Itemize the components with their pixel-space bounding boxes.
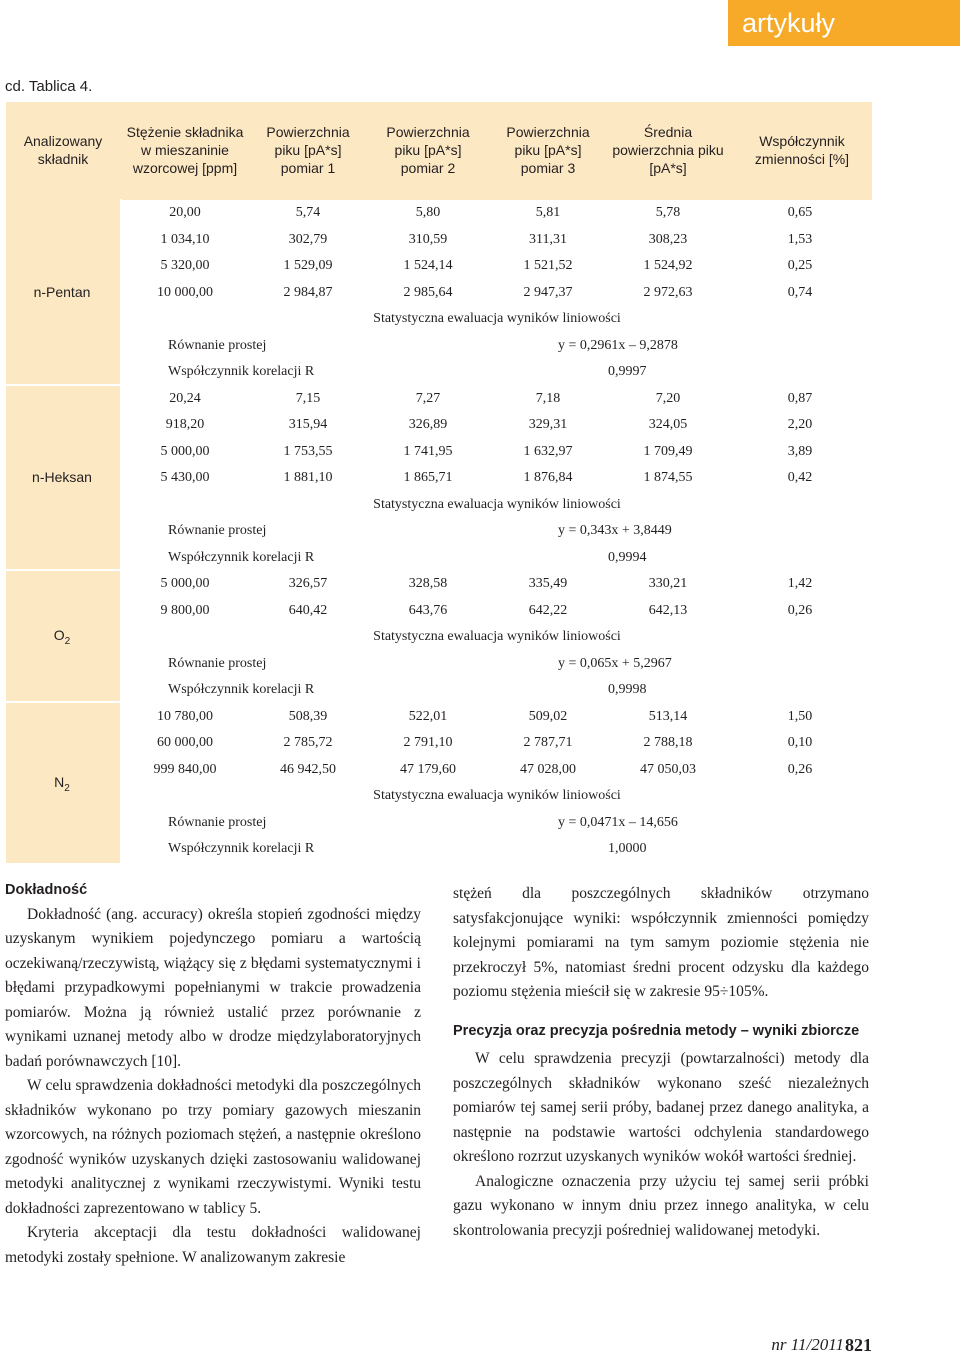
- table-cell: 5 320,00: [160, 258, 210, 273]
- table-cell: 0,9997: [608, 364, 647, 379]
- table-row: [122, 598, 872, 624]
- table-cell: Statystyczna ewaluacja wyników liniowości: [373, 788, 621, 803]
- table-body: [122, 200, 872, 863]
- table-cell: 1 034,10: [160, 231, 210, 247]
- table-cell: 302,79: [288, 231, 328, 247]
- table-row: [122, 412, 872, 438]
- table-cell: Współczynnik korelacji R: [168, 549, 315, 565]
- section-tag: artykuły: [728, 0, 960, 46]
- table-cell: 5,81: [535, 205, 561, 220]
- section-heading-accuracy: Dokładność: [5, 882, 88, 898]
- table-cell: 0,25: [787, 258, 813, 273]
- table-cell: 1 865,71: [403, 470, 453, 485]
- table-cell: 311,31: [529, 231, 567, 247]
- table-row: [122, 704, 872, 730]
- equation-row: [122, 651, 872, 677]
- divider: [6, 384, 120, 386]
- left-column: [5, 878, 421, 1270]
- table-cell: 2 791,10: [403, 735, 453, 750]
- table-cell: 509,02: [528, 708, 568, 724]
- table-cell: Równanie prostej: [168, 814, 267, 830]
- table-cell: 7,27: [415, 390, 441, 406]
- correlation-row: [122, 836, 872, 862]
- table-cell: 918,20: [165, 417, 205, 432]
- table-cell: 46 942,50: [280, 761, 336, 777]
- table-cell: 0,9998: [608, 682, 647, 697]
- table-cell: 522,01: [408, 708, 448, 724]
- table-row: [122, 253, 872, 279]
- table-cell: 0,26: [787, 761, 813, 777]
- paragraph: Dokładność (ang. accuracy) określa stopień zgodności między uzyskanym wynikiem pojedynczego pomiaru a wartością oczekiwaną/rzeczywistą, wiążący się z błędami systematycznymi i błędami przypadkowymi popełnianymi w trakcie prowadzenia pomiarów. Można ją również ustalić przez porównanie z wynikami uznanej metody albo w drodze międzylaboratoryjnych badań porównawczych [10].: [5, 905, 421, 1070]
- table-cell: 7,20: [655, 390, 681, 406]
- table-cell: 0,26: [787, 602, 813, 618]
- table-row: [122, 439, 872, 465]
- table-cell: 643,76: [408, 602, 448, 618]
- correlation-row: [122, 677, 872, 703]
- equation-row: [122, 333, 872, 359]
- table-cell: 508,39: [288, 708, 328, 724]
- header-area-1: Powierzchnia piku [pA*s] pomiar 1: [266, 124, 350, 176]
- table-cell: Statystyczna ewaluacja wyników liniowości: [373, 496, 621, 512]
- table-cell: Współczynnik korelacji R: [168, 682, 315, 697]
- table-cell: 5,74: [295, 205, 321, 220]
- table-cell: 330,21: [648, 576, 688, 591]
- table-cell: 2 787,71: [523, 735, 573, 750]
- table-cell: 1 521,52: [523, 258, 573, 273]
- divider: [6, 701, 120, 703]
- table-cell: 3,89: [787, 443, 813, 459]
- table-cell: 5,78: [655, 205, 681, 220]
- table-cell: 1 632,97: [523, 443, 573, 459]
- table-cell: 2,20: [787, 417, 813, 432]
- table-row: [122, 757, 872, 783]
- page-number: 821: [845, 1335, 872, 1355]
- table-cell: 0,65: [787, 205, 813, 220]
- data-table: [6, 102, 872, 863]
- table-cell: Równanie prostej: [168, 337, 267, 353]
- paragraph: stężeń dla poszczególnych składników otrzymano satysfakcjonujące wyniki: współczynnik zmienności pomiędzy kolejnymi pomiarami na tym samym poziomie stężenia nie przekroczył 5%, natomiast średni procent odzysku dla każdego poziomu stężenia mieścił się w zakresie 95÷105%.: [453, 885, 869, 1000]
- header-area-3: Powierzchnia piku [pA*s] pomiar 3: [506, 124, 590, 176]
- table-cell: 7,15: [295, 390, 321, 406]
- table-cell: y = 0,065x + 5,2967: [558, 655, 672, 671]
- table-cell: 328,58: [408, 576, 448, 591]
- table-cell: 2 788,18: [643, 735, 693, 750]
- right-column: [453, 882, 869, 1243]
- stat-row: [122, 624, 872, 650]
- table-cell: 642,22: [528, 602, 568, 618]
- component-label-o2: $O_2$: [53, 627, 71, 647]
- table-cell: 2 947,37: [523, 284, 573, 300]
- table-cell: 326,57: [288, 576, 328, 591]
- table-cell: 326,89: [408, 417, 448, 432]
- table-cell: y = 0,2961x – 9,2878: [558, 337, 678, 353]
- table-cell: 1 741,95: [403, 443, 453, 459]
- table-cell: y = 0,343x + 3,8449: [558, 523, 672, 538]
- table-cell: 1 529,09: [283, 258, 333, 273]
- table-cell: Statystyczna ewaluacja wyników liniowości: [373, 629, 621, 644]
- correlation-row: [122, 359, 872, 385]
- table-cell: 1 881,10: [283, 470, 333, 485]
- component-label-n-heksan: n-Heksan: [32, 469, 92, 485]
- table-cell: 20,00: [169, 205, 201, 220]
- table-cell: 513,14: [648, 708, 688, 724]
- table-cell: 315,94: [288, 417, 328, 432]
- table-cell: 1,42: [787, 576, 813, 591]
- table-cell: 2 985,64: [403, 284, 453, 300]
- component-label-n2: $N_2$: [54, 774, 70, 794]
- table-cell: 2 972,63: [643, 284, 693, 300]
- table-cell: 0,9994: [608, 549, 647, 565]
- stat-row: [122, 492, 872, 518]
- paragraph: W celu sprawdzenia precyzji (powtarzalności) metody dla poszczególnych składników wykonano sześć niezależnych pomiarów tej samej serii próby, badanej przez danego analityka, a następnie na podstawie wartości odchylenia standardowego określono rozrzut uzyskanych wyników wokół wartości średniej.: [453, 1050, 869, 1165]
- table-cell: 5 000,00: [160, 576, 210, 591]
- table-row: [122, 200, 872, 226]
- table-row: [122, 386, 872, 412]
- table-cell: 640,42: [288, 602, 328, 618]
- table-cell: 5 430,00: [160, 470, 210, 485]
- equation-row: [122, 518, 872, 544]
- table-cell: 0,42: [787, 470, 813, 485]
- table-cell: 329,31: [528, 417, 568, 432]
- header-mean-area: Średnia powierzchnia piku [pA*s]: [612, 124, 724, 176]
- table-cell: 10 000,00: [157, 284, 213, 300]
- table-cell: 5,80: [415, 205, 441, 220]
- table-row: [122, 465, 872, 491]
- table-cell: 308,23: [648, 231, 688, 247]
- table-cell: 20,24: [169, 390, 201, 406]
- table-cell: 2 984,87: [283, 284, 333, 300]
- equation-row: [122, 810, 872, 836]
- table-cell: Współczynnik korelacji R: [168, 364, 315, 379]
- table-cell: 1,50: [787, 708, 813, 724]
- issue-label: nr 11/2011: [771, 1335, 844, 1354]
- paragraph: Kryteria akceptacji dla testu dokładności walidowanej metodyki zostały spełnione. W analizowanym zakresie: [5, 1224, 421, 1266]
- table-cell: 47 028,00: [520, 761, 576, 777]
- table-cell: 1 753,55: [283, 443, 333, 459]
- table-cell: 335,49: [528, 576, 568, 591]
- table-row: [122, 280, 872, 306]
- header-area-2: Powierzchnia piku [pA*s] pomiar 2: [386, 124, 470, 176]
- table-cell: 1 876,84: [523, 470, 573, 485]
- table-cell: 7,18: [535, 390, 561, 406]
- table-cell: Statystyczna ewaluacja wyników liniowości: [373, 311, 621, 326]
- section-heading-precision: Precyzja oraz precyzja pośrednia metody – wyniki zbiorcze: [453, 1022, 860, 1039]
- header-cv: Współczynnik zmienności [%]: [754, 133, 850, 167]
- header-concentration: Stężenie składnika w mieszaninie wzorcowej [ppm]: [126, 124, 244, 176]
- table-cell: 1,53: [787, 231, 813, 247]
- component-label-n-pentan: n-Pentan: [33, 284, 91, 300]
- table-cell: 324,05: [648, 417, 688, 432]
- table-cell: 1 709,49: [643, 443, 693, 459]
- paragraph: Analogiczne oznaczenia przy użyciu tej samej serii próbki gazu wykonano w innym dniu przez innego analityka, w celu skontrolowania precyzji pośredniej walidowanej metodyki.: [453, 1172, 869, 1239]
- table-cell: 1 524,14: [403, 258, 453, 273]
- table-cell: 60 000,00: [157, 735, 213, 750]
- table-cell: Równanie prostej: [168, 655, 267, 671]
- table-cell: 10 780,00: [157, 708, 213, 724]
- table-cell: 9 800,00: [160, 602, 210, 618]
- table-cell: 47 050,03: [640, 761, 696, 777]
- table-cell: 1 874,55: [643, 470, 693, 485]
- table-row: [122, 571, 872, 597]
- header-component: Analizowany składnik: [23, 133, 103, 167]
- paragraph: W celu sprawdzenia dokładności metodyki dla poszczególnych składników wykonano po trzy pomiary gazowych mieszanin wzorcowych, na różnych poziomach stężeń, a następnie określono zgodność wyników uzyskanych dzięki zastosowaniu walidowanej metodyki analitycznej z wynikami rzeczywistymi. Wyniki testu dokładności zaprezentowano w tablicy 5.: [5, 1077, 421, 1217]
- correlation-row: [122, 545, 872, 571]
- table-cell: 47 179,60: [400, 761, 456, 777]
- table-cell: 642,13: [648, 602, 688, 618]
- table-row: [122, 227, 872, 253]
- table-cell: 2 785,72: [283, 735, 333, 750]
- table-cell: 310,59: [408, 231, 448, 247]
- stat-row: [122, 306, 872, 332]
- table-cell: 5 000,00: [160, 443, 210, 459]
- table-cell: 999 840,00: [153, 761, 217, 777]
- table-cell: 0,74: [787, 284, 813, 300]
- stat-row: [122, 783, 872, 809]
- table-cell: 1,0000: [608, 841, 647, 856]
- table-cell: Współczynnik korelacji R: [168, 841, 315, 856]
- divider: [6, 569, 120, 571]
- table-cell: 0,10: [787, 735, 813, 750]
- table-cell: Równanie prostej: [168, 523, 267, 538]
- table-caption: cd. Tablica 4.: [5, 78, 93, 95]
- table-cell: 0,87: [787, 390, 813, 406]
- table-cell: 1 524,92: [643, 258, 693, 273]
- table-row: [122, 730, 872, 756]
- table-cell: y = 0,0471x – 14,656: [558, 814, 678, 830]
